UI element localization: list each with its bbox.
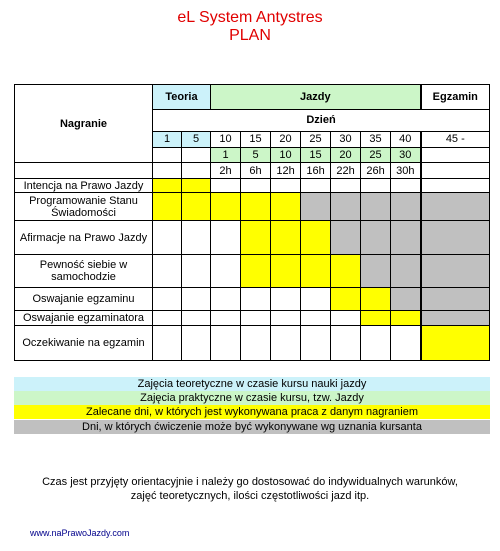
schedule-cell bbox=[182, 288, 211, 310]
legend-recommended: Zalecane dni, w których jest wykonywana praca z danym nagraniem bbox=[14, 405, 490, 419]
empty-cell bbox=[153, 147, 182, 163]
footer-link[interactable]: www.naPrawoJazdy.com bbox=[30, 528, 130, 538]
table-row bbox=[15, 193, 490, 221]
schedule-cell bbox=[391, 221, 421, 255]
schedule-cell bbox=[182, 193, 211, 221]
schedule-cell bbox=[331, 193, 361, 221]
dzien-header: Dzień bbox=[153, 109, 490, 131]
schedule-cell bbox=[331, 310, 361, 326]
schedule-cell bbox=[211, 326, 241, 361]
hours-cell: 30h bbox=[391, 163, 421, 179]
schedule-cell bbox=[331, 288, 361, 310]
document-title: eL System Antystres bbox=[177, 9, 323, 26]
schedule-cell bbox=[361, 326, 391, 361]
schedule-cell bbox=[271, 310, 301, 326]
schedule-cell bbox=[211, 221, 241, 255]
day-cell: 1 bbox=[153, 131, 182, 147]
schedule-cell bbox=[211, 254, 241, 288]
schedule-cell bbox=[211, 288, 241, 310]
schedule-cell bbox=[211, 178, 241, 193]
schedule-cell bbox=[361, 193, 391, 221]
table-row bbox=[15, 326, 490, 361]
empty-cell bbox=[153, 163, 182, 179]
jazdy-header: Jazdy bbox=[211, 85, 421, 110]
note-line-1: Czas jest przyjęty orientacyjnie i należy go dostosować do indywidualnych warunków, bbox=[42, 476, 458, 488]
schedule-cell bbox=[241, 310, 271, 326]
schedule-cell bbox=[331, 326, 361, 361]
hours-cell: 2h bbox=[211, 163, 241, 179]
schedule-cell bbox=[211, 310, 241, 326]
schedule-cell bbox=[391, 254, 421, 288]
jazdy-day-cell: 10 bbox=[271, 147, 301, 163]
schedule-cell bbox=[361, 288, 391, 310]
schedule-cell bbox=[421, 193, 490, 221]
legend-optional: Dni, w których ćwiczenie może być wykonywane wg uznania kursanta bbox=[14, 420, 490, 434]
schedule-cell bbox=[391, 193, 421, 221]
day-cell: 25 bbox=[301, 131, 331, 147]
schedule-cell bbox=[331, 254, 361, 288]
schedule-cell bbox=[361, 221, 391, 255]
schedule-cell bbox=[241, 288, 271, 310]
document-subtitle: PLAN bbox=[229, 27, 271, 44]
egzamin-header: Egzamin bbox=[421, 85, 490, 110]
day-cell: 10 bbox=[211, 131, 241, 147]
nagranie-header: Nagranie bbox=[15, 85, 153, 163]
schedule-cell bbox=[241, 221, 271, 255]
hours-cell: 6h bbox=[241, 163, 271, 179]
schedule-cell bbox=[391, 326, 421, 361]
day-cell: 30 bbox=[331, 131, 361, 147]
schedule-cell bbox=[271, 193, 301, 221]
empty-cell bbox=[15, 163, 153, 179]
hours-cell: 22h bbox=[331, 163, 361, 179]
schedule-cell bbox=[331, 221, 361, 255]
table-row bbox=[15, 310, 490, 326]
schedule-cell bbox=[153, 254, 182, 288]
schedule-cell bbox=[153, 193, 182, 221]
schedule-cell bbox=[301, 326, 331, 361]
schedule-cell bbox=[271, 178, 301, 193]
table-row bbox=[15, 254, 490, 288]
day-cell: 15 bbox=[241, 131, 271, 147]
schedule-cell bbox=[211, 193, 241, 221]
jazdy-day-cell: 15 bbox=[301, 147, 331, 163]
schedule-cell bbox=[361, 254, 391, 288]
day-cell: 5 bbox=[182, 131, 211, 147]
recording-label: Oswajanie egzaminu bbox=[15, 288, 153, 310]
schedule-cell bbox=[271, 288, 301, 310]
schedule-cell bbox=[241, 178, 271, 193]
empty-cell bbox=[421, 147, 490, 163]
legend-practice: Zajęcia praktyczne w czasie kursu, tzw. Jazdy bbox=[14, 391, 490, 405]
schedule-cell bbox=[301, 178, 331, 193]
day-cell: 35 bbox=[361, 131, 391, 147]
schedule-cell bbox=[271, 221, 301, 255]
teoria-header: Teoria bbox=[153, 85, 211, 110]
schedule-cell bbox=[301, 310, 331, 326]
schedule-cell bbox=[153, 288, 182, 310]
schedule-cell bbox=[301, 288, 331, 310]
schedule-cell bbox=[421, 288, 490, 310]
schedule-cell bbox=[153, 178, 182, 193]
schedule-cell bbox=[421, 326, 490, 361]
schedule-cell bbox=[361, 178, 391, 193]
schedule-cell bbox=[331, 178, 361, 193]
schedule-cell bbox=[241, 193, 271, 221]
schedule-cell bbox=[153, 310, 182, 326]
recording-label: Pewność siebie w samochodzie bbox=[15, 254, 153, 288]
schedule-cell bbox=[391, 178, 421, 193]
recording-label: Oczekiwanie na egzamin bbox=[15, 326, 153, 361]
empty-cell bbox=[182, 163, 211, 179]
schedule-cell bbox=[153, 326, 182, 361]
schedule-cell bbox=[153, 221, 182, 255]
jazdy-day-cell: 1 bbox=[211, 147, 241, 163]
empty-cell bbox=[421, 163, 490, 179]
schedule-cell bbox=[271, 254, 301, 288]
schedule-cell bbox=[182, 221, 211, 255]
recording-label: Afirmacje na Prawo Jazdy bbox=[15, 221, 153, 255]
schedule-cell bbox=[241, 326, 271, 361]
empty-cell bbox=[182, 147, 211, 163]
jazdy-day-cell: 5 bbox=[241, 147, 271, 163]
schedule-cell bbox=[182, 310, 211, 326]
day-cell: 40 bbox=[391, 131, 421, 147]
legend-theory: Zajęcia teoretyczne w czasie kursu nauki jazdy bbox=[14, 377, 490, 391]
hours-cell: 12h bbox=[271, 163, 301, 179]
schedule-cell bbox=[421, 254, 490, 288]
schedule-cell bbox=[241, 254, 271, 288]
schedule-cell bbox=[301, 254, 331, 288]
jazdy-day-cell: 30 bbox=[391, 147, 421, 163]
jazdy-day-cell: 20 bbox=[331, 147, 361, 163]
schedule-cell bbox=[182, 326, 211, 361]
table-row bbox=[15, 178, 490, 193]
table-row bbox=[15, 221, 490, 255]
schedule-cell bbox=[182, 254, 211, 288]
note-line-2: zajęć teoretycznych, ilości częstotliwości jazd itp. bbox=[130, 490, 370, 502]
schedule-cell bbox=[361, 310, 391, 326]
schedule-cell bbox=[391, 288, 421, 310]
hours-cell: 26h bbox=[361, 163, 391, 179]
plan-table bbox=[14, 84, 490, 361]
schedule-cell bbox=[421, 310, 490, 326]
schedule-cell bbox=[421, 178, 490, 193]
recording-label: Intencja na Prawo Jazdy bbox=[15, 178, 153, 193]
schedule-cell bbox=[182, 178, 211, 193]
table-row bbox=[15, 288, 490, 310]
schedule-cell bbox=[391, 310, 421, 326]
schedule-cell bbox=[421, 221, 490, 255]
hours-cell: 16h bbox=[301, 163, 331, 179]
recording-label: Programowanie Stanu Świadomości bbox=[15, 193, 153, 221]
day-cell: 45 - bbox=[421, 131, 490, 147]
day-cell: 20 bbox=[271, 131, 301, 147]
schedule-cell bbox=[301, 221, 331, 255]
schedule-cell bbox=[271, 326, 301, 361]
recording-label: Oswajanie egzaminatora bbox=[15, 310, 153, 326]
schedule-cell bbox=[301, 193, 331, 221]
jazdy-day-cell: 25 bbox=[361, 147, 391, 163]
